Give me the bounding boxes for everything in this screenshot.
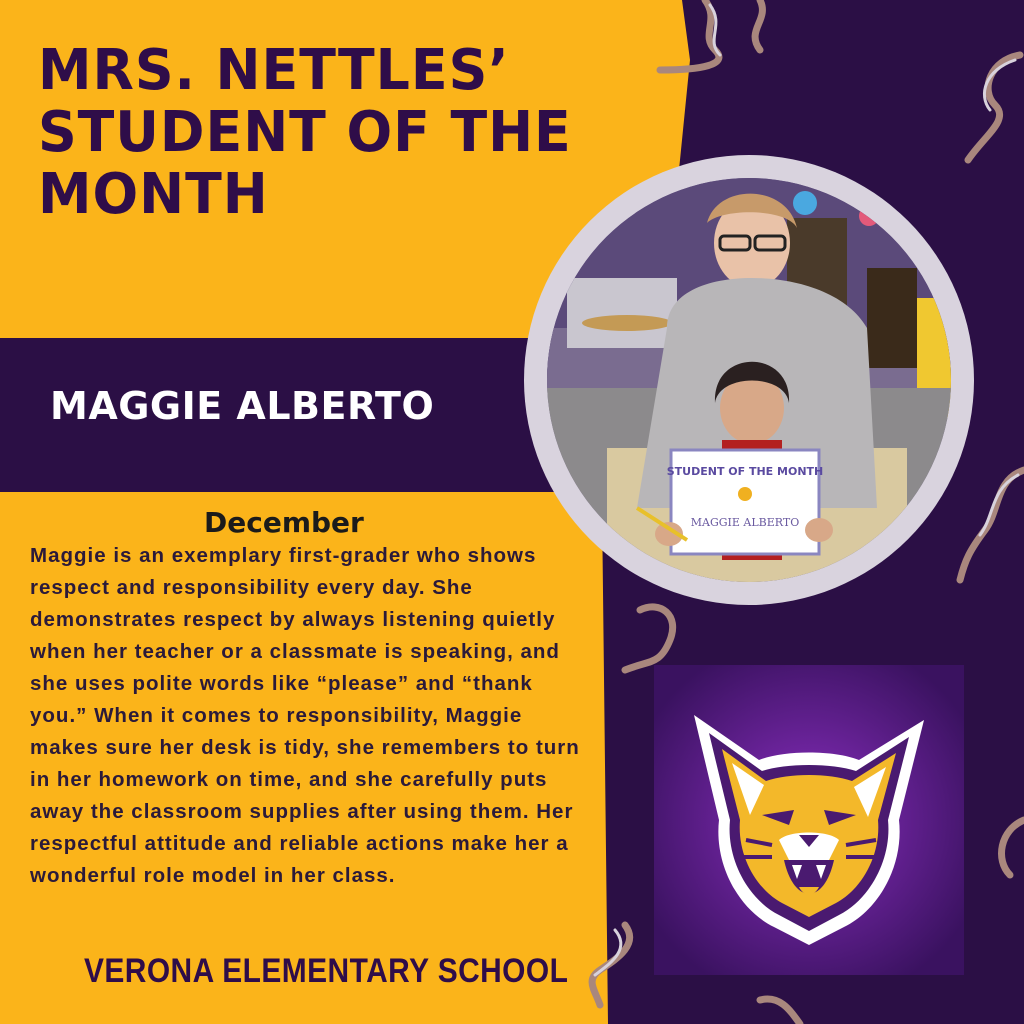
title-line-1: MRS. NETTLES’ — [38, 38, 510, 103]
month-label: December — [204, 506, 364, 539]
mascot-logo — [654, 665, 964, 975]
wildcat-mascot-icon — [654, 665, 964, 975]
title-line-3: MONTH — [38, 162, 269, 227]
certificate-name: MAGGIE ALBERTO — [690, 516, 800, 529]
student-name: MAGGIE ALBERTO — [50, 384, 435, 428]
certificate-title: STUDENT OF THE MONTH — [666, 465, 824, 478]
page-title — [38, 40, 614, 226]
student-description: Maggie is an exemplary first-grader who shows respect and responsibility every day. She demonstrates respect by always listening quietly when her teacher or a classmate is speaking, and she uses polite words like “please” and “thank you.” When it comes to responsibility, Maggie makes sure her desk is tidy, she remembers to turn in her homework on time, and she carefully puts away the classroom supplies after using them. Her respectful attitude and reliable actions make her a wonderful role model in her class. — [30, 544, 580, 887]
title-line-2: STUDENT OF THE — [38, 100, 572, 165]
student-photo — [547, 178, 951, 582]
school-name: VERONA ELEMENTARY SCHOOL — [84, 952, 569, 990]
